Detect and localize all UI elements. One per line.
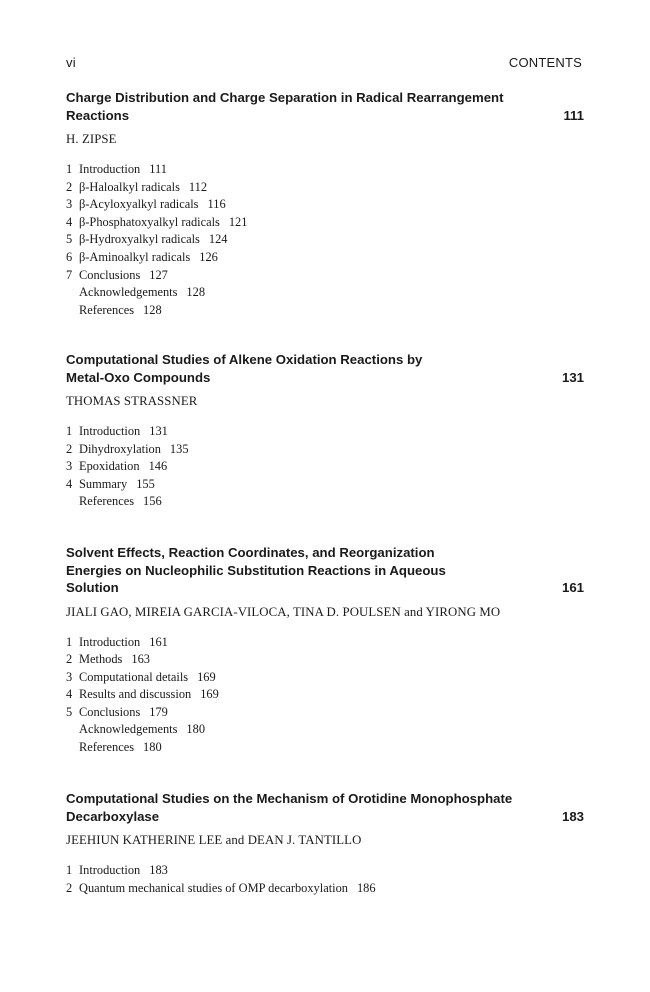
section-entry: 1 Introduction 161 xyxy=(66,634,168,649)
chapter-page-number: 131 xyxy=(561,369,584,385)
section-list xyxy=(66,862,584,897)
section-list xyxy=(66,423,584,511)
section-entry: 2 Dihydroxylation 135 xyxy=(66,441,189,456)
section-entry: 2 β-Haloalkyl radicals 112 xyxy=(66,179,208,194)
page-number-roman: vi xyxy=(66,55,76,70)
section-list xyxy=(66,634,584,757)
chapter-authors: JIALI GAO, MIREIA GARCIA-VILOCA, TINA D. POULSEN and YIRONG MO xyxy=(66,604,501,619)
section-entry: 2 Methods 163 xyxy=(66,652,150,667)
chapter-authors: THOMAS STRASSNER xyxy=(66,394,198,408)
running-header: CONTENTS xyxy=(508,55,582,70)
chapter-title: Solvent Effects, Reaction Coordinates, and Reorganization Energies on Nucleophilic Substitution Reactions in Aqueous Solution xyxy=(66,545,446,595)
section-entry: 4 Results and discussion 169 xyxy=(66,687,219,702)
chapter-title: Computational Studies on the Mechanism of Orotidine Monophosphate Decarboxylase xyxy=(66,791,513,824)
section-entry: References 156 xyxy=(79,494,162,509)
section-entry: 2 Quantum mechanical studies of OMP decarboxylation 186 xyxy=(66,880,376,895)
section-entry: 1 Introduction 183 xyxy=(66,863,168,877)
toc-chapter xyxy=(66,790,584,897)
section-entry: 3 Computational details 169 xyxy=(66,669,216,684)
section-entry: 1 Introduction 111 xyxy=(66,162,167,176)
section-entry: 3 β-Acyloxyalkyl radicals 116 xyxy=(66,197,226,212)
section-entry: 7 Conclusions 127 xyxy=(66,267,168,282)
section-entry: 5 β-Hydroxyalkyl radicals 124 xyxy=(66,232,228,247)
chapter-authors: JEEHIUN KATHERINE LEE and DEAN J. TANTILLO xyxy=(66,833,362,847)
toc-chapter xyxy=(66,89,584,319)
chapter-page-number: 183 xyxy=(561,808,584,824)
section-entry: 3 Epoxidation 146 xyxy=(66,459,168,474)
section-entry: 6 β-Aminoalkyl radicals 126 xyxy=(66,249,218,264)
toc-chapter xyxy=(66,351,584,511)
chapter-title: Computational Studies of Alkene Oxidation Reactions by Metal-Oxo Compounds xyxy=(66,352,423,385)
toc-chapter xyxy=(66,544,584,757)
chapter-authors: H. ZIPSE xyxy=(66,132,117,146)
section-entry: 5 Conclusions 179 xyxy=(66,704,168,719)
chapter-page-number: 161 xyxy=(561,580,584,595)
section-list xyxy=(66,161,584,319)
section-entry: Acknowledgements 128 xyxy=(79,285,206,300)
section-entry: Acknowledgements 180 xyxy=(79,722,206,737)
section-entry: References 128 xyxy=(79,302,162,317)
chapter-page-number: 111 xyxy=(563,107,584,123)
section-entry: 4 Summary 155 xyxy=(66,476,155,491)
section-entry: References 180 xyxy=(79,740,162,755)
section-entry: 4 β-Phosphatoxyalkyl radicals 121 xyxy=(66,214,248,229)
section-entry: 1 Introduction 131 xyxy=(66,424,168,438)
chapter-title: Charge Distribution and Charge Separation in Radical Rearrangement Reactions xyxy=(66,90,504,123)
